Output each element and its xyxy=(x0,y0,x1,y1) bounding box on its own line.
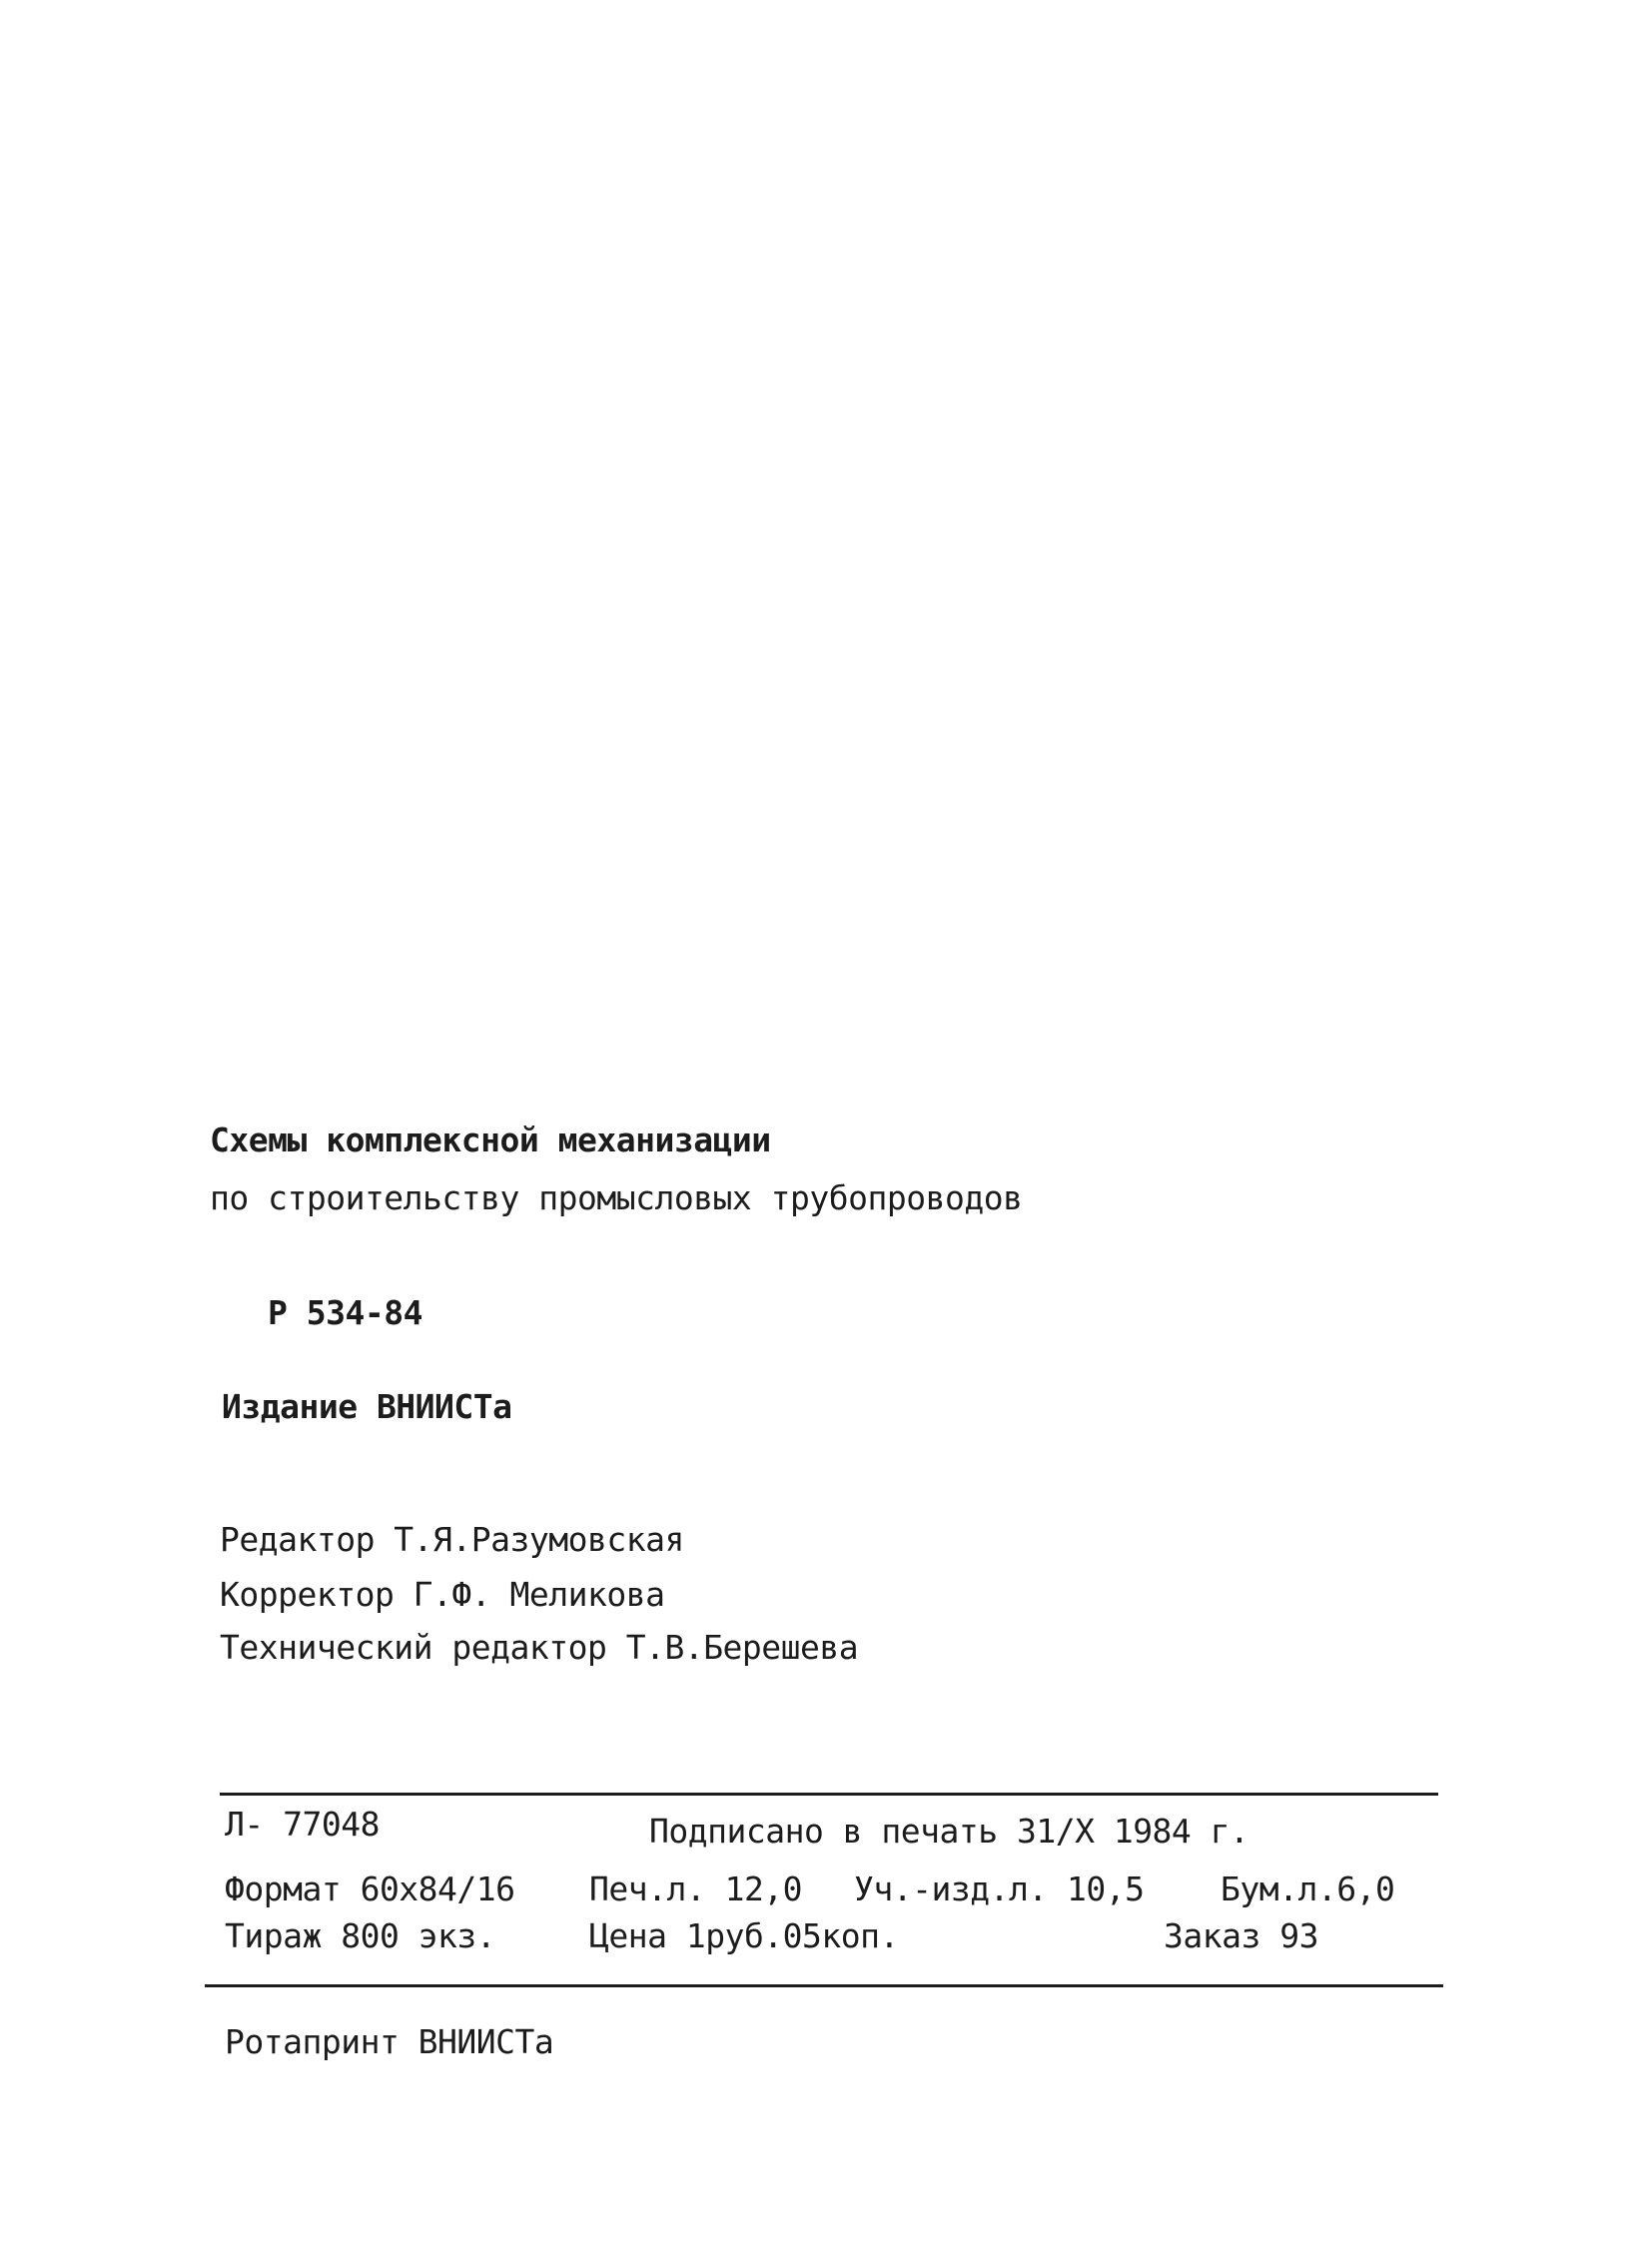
signed-to-print: Подписано в печать 31/Х 1984 г. xyxy=(649,1812,1249,1851)
format-info: Формат 60х84/16 xyxy=(225,1869,515,1908)
order-number: Заказ 93 xyxy=(1164,1916,1318,1955)
paper-sheets: Бум.л.6,0 xyxy=(1221,1869,1395,1908)
price: Цена 1руб.05коп. xyxy=(589,1916,899,1955)
license-number: Л- 77048 xyxy=(225,1805,380,1844)
technical-editor-credit: Технический редактор Т.В.Берешева xyxy=(220,1628,859,1667)
editor-credit: Редактор Т.Я.Разумовская xyxy=(220,1520,684,1559)
publisher-line: Издание ВНИИСТа xyxy=(222,1387,512,1426)
document-code: Р 534-84 xyxy=(268,1293,422,1332)
printer-line: Ротапринт ВНИИСТа xyxy=(225,2022,554,2061)
print-sheets: Печ.л. 12,0 xyxy=(589,1869,803,1908)
top-divider xyxy=(220,1793,1438,1796)
title-line-2: по строительству промысловых трубопроводов xyxy=(210,1178,1023,1217)
edit-sheets: Уч.-изд.л. 10,5 xyxy=(854,1869,1145,1908)
title-line-1: Схемы комплексной механизации xyxy=(210,1121,771,1159)
proofreader-credit: Корректор Г.Ф. Меликова xyxy=(220,1575,665,1614)
print-run: Тираж 800 экз. xyxy=(225,1916,496,1955)
bottom-divider xyxy=(205,1984,1443,1987)
